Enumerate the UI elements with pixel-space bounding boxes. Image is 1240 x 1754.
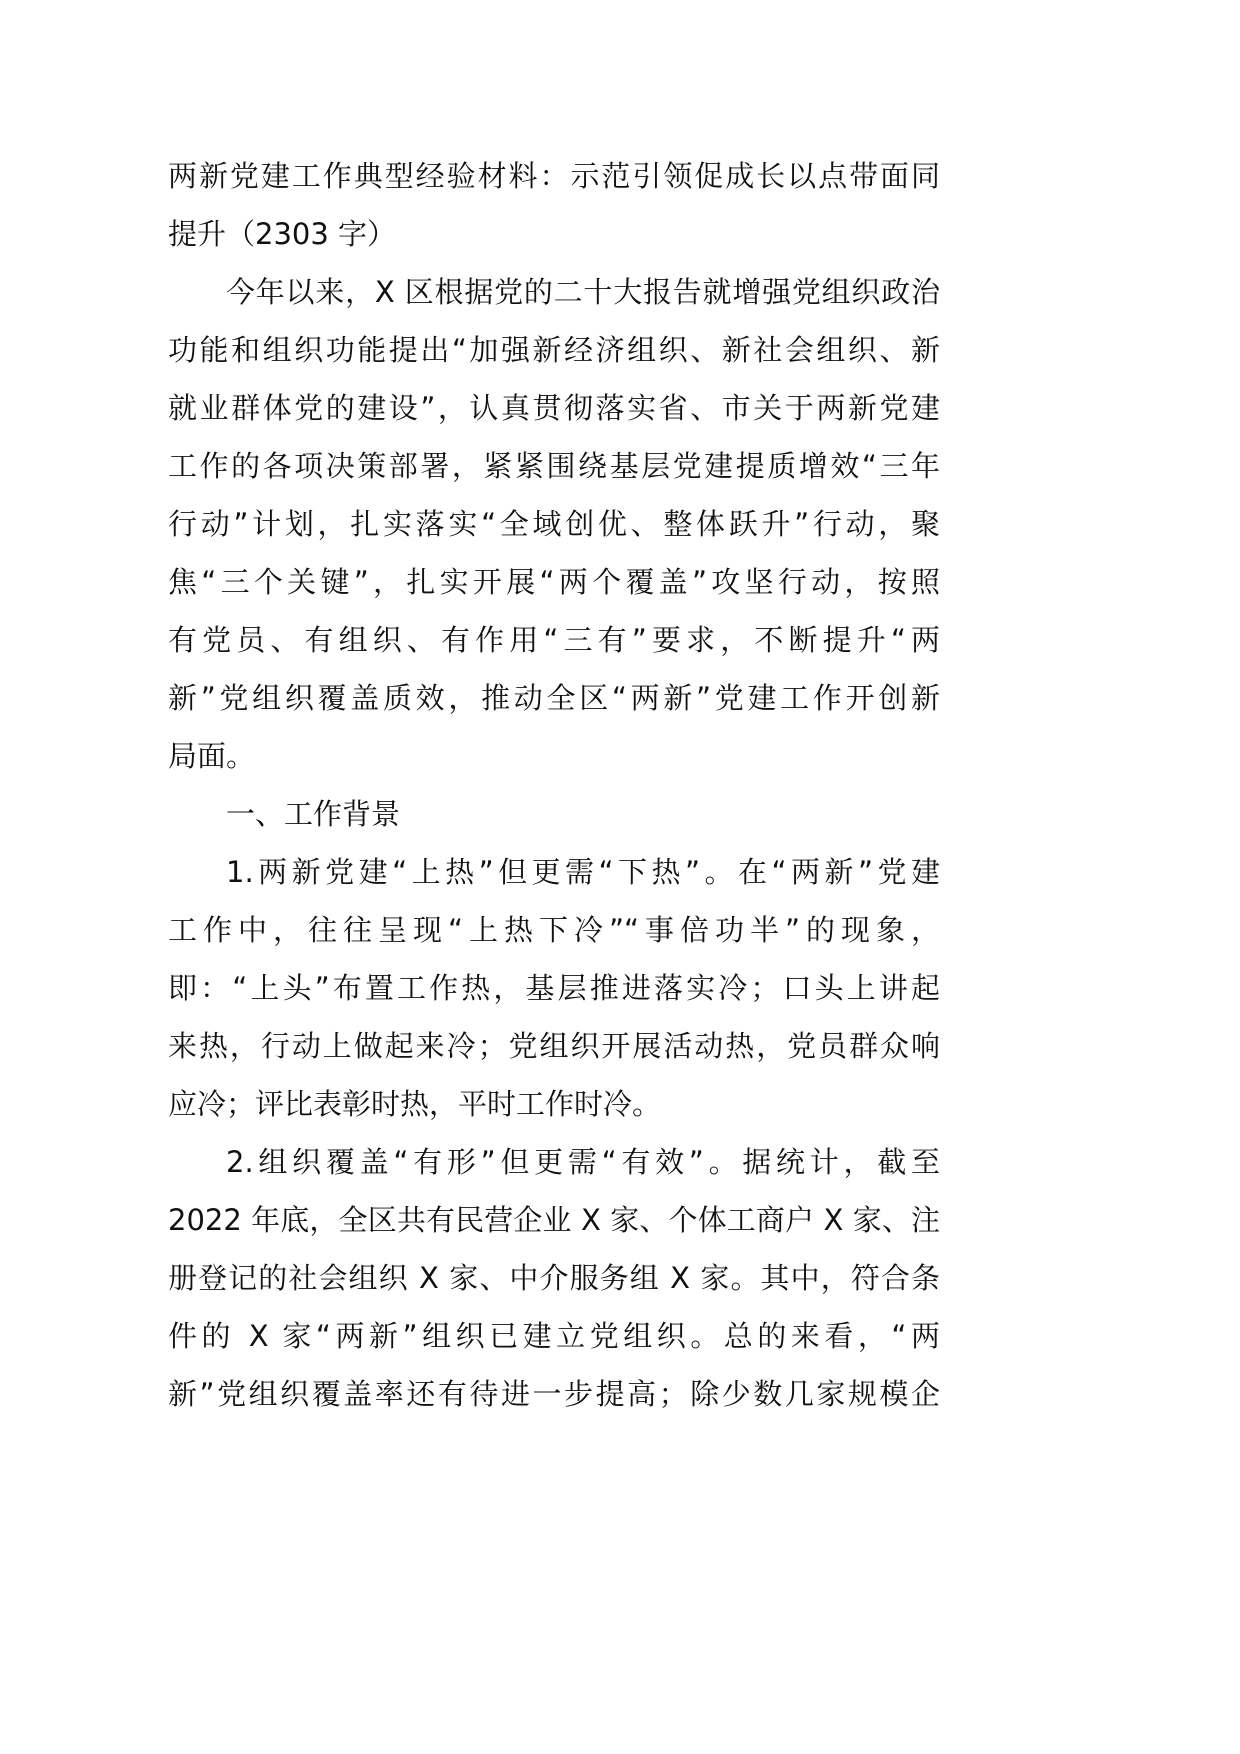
text-line: 两新党建工作典型经验材料：示范引领促成长以点带面同 — [168, 159, 940, 193]
text-line: 局面。 — [168, 739, 256, 773]
paragraph — [168, 843, 940, 1133]
text-line: 就业群体党的建设”，认真贯彻落实省、市关于两新党建 — [168, 391, 940, 425]
text-line: 新”党组织覆盖率还有待进一步提高；除少数几家规模企 — [168, 1377, 940, 1411]
paragraph — [168, 263, 940, 785]
text-line: 应冷；评比表彰时热，平时工作时冷。 — [168, 1087, 662, 1121]
text-line: 新”党组织覆盖质效，推动全区“两新”党建工作开创新 — [168, 681, 940, 715]
text-line: 2022 年底，全区共有民营企业 X 家、个体工商户 X 家、注 — [168, 1203, 940, 1237]
text-line: 一、工作背景 — [226, 797, 401, 831]
text-line: 即：“上头”布置工作热，基层推进落实冷；口头上讲起 — [168, 971, 940, 1005]
text-line: 2.组织覆盖“有形”但更需“有效”。据统计，截至 — [226, 1145, 940, 1179]
text-line: 今年以来，X 区根据党的二十大报告就增强党组织政治 — [226, 275, 940, 309]
text-line: 件的 X 家“两新”组织已建立党组织。总的来看，“两 — [168, 1319, 940, 1353]
text-line: 功能和组织功能提出“加强新经济组织、新社会组织、新 — [168, 333, 940, 367]
text-line: 工作的各项决策部署，紧紧围绕基层党建提质增效“三年 — [168, 449, 940, 483]
section-heading — [168, 785, 940, 843]
document-title — [168, 147, 940, 263]
text-line: 工作中，往往呈现“上热下冷”“事倍功半”的现象， — [168, 913, 940, 947]
text-line: 焦“三个关键”，扎实开展“两个覆盖”攻坚行动，按照 — [168, 565, 940, 599]
document-body — [168, 147, 940, 1423]
text-line: 来热，行动上做起来冷；党组织开展活动热，党员群众响 — [168, 1029, 940, 1063]
text-line: 行动”计划，扎实落实“全域创优、整体跃升”行动，聚 — [168, 507, 940, 541]
text-line: 册登记的社会组织 X 家、中介服务组 X 家。其中，符合条 — [168, 1261, 940, 1295]
text-line: 有党员、有组织、有作用“三有”要求，不断提升“两 — [168, 623, 940, 657]
text-line: 1.两新党建“上热”但更需“下热”。在“两新”党建 — [226, 855, 940, 889]
text-line: 提升（2303 字） — [168, 217, 397, 251]
paragraph — [168, 1133, 940, 1423]
